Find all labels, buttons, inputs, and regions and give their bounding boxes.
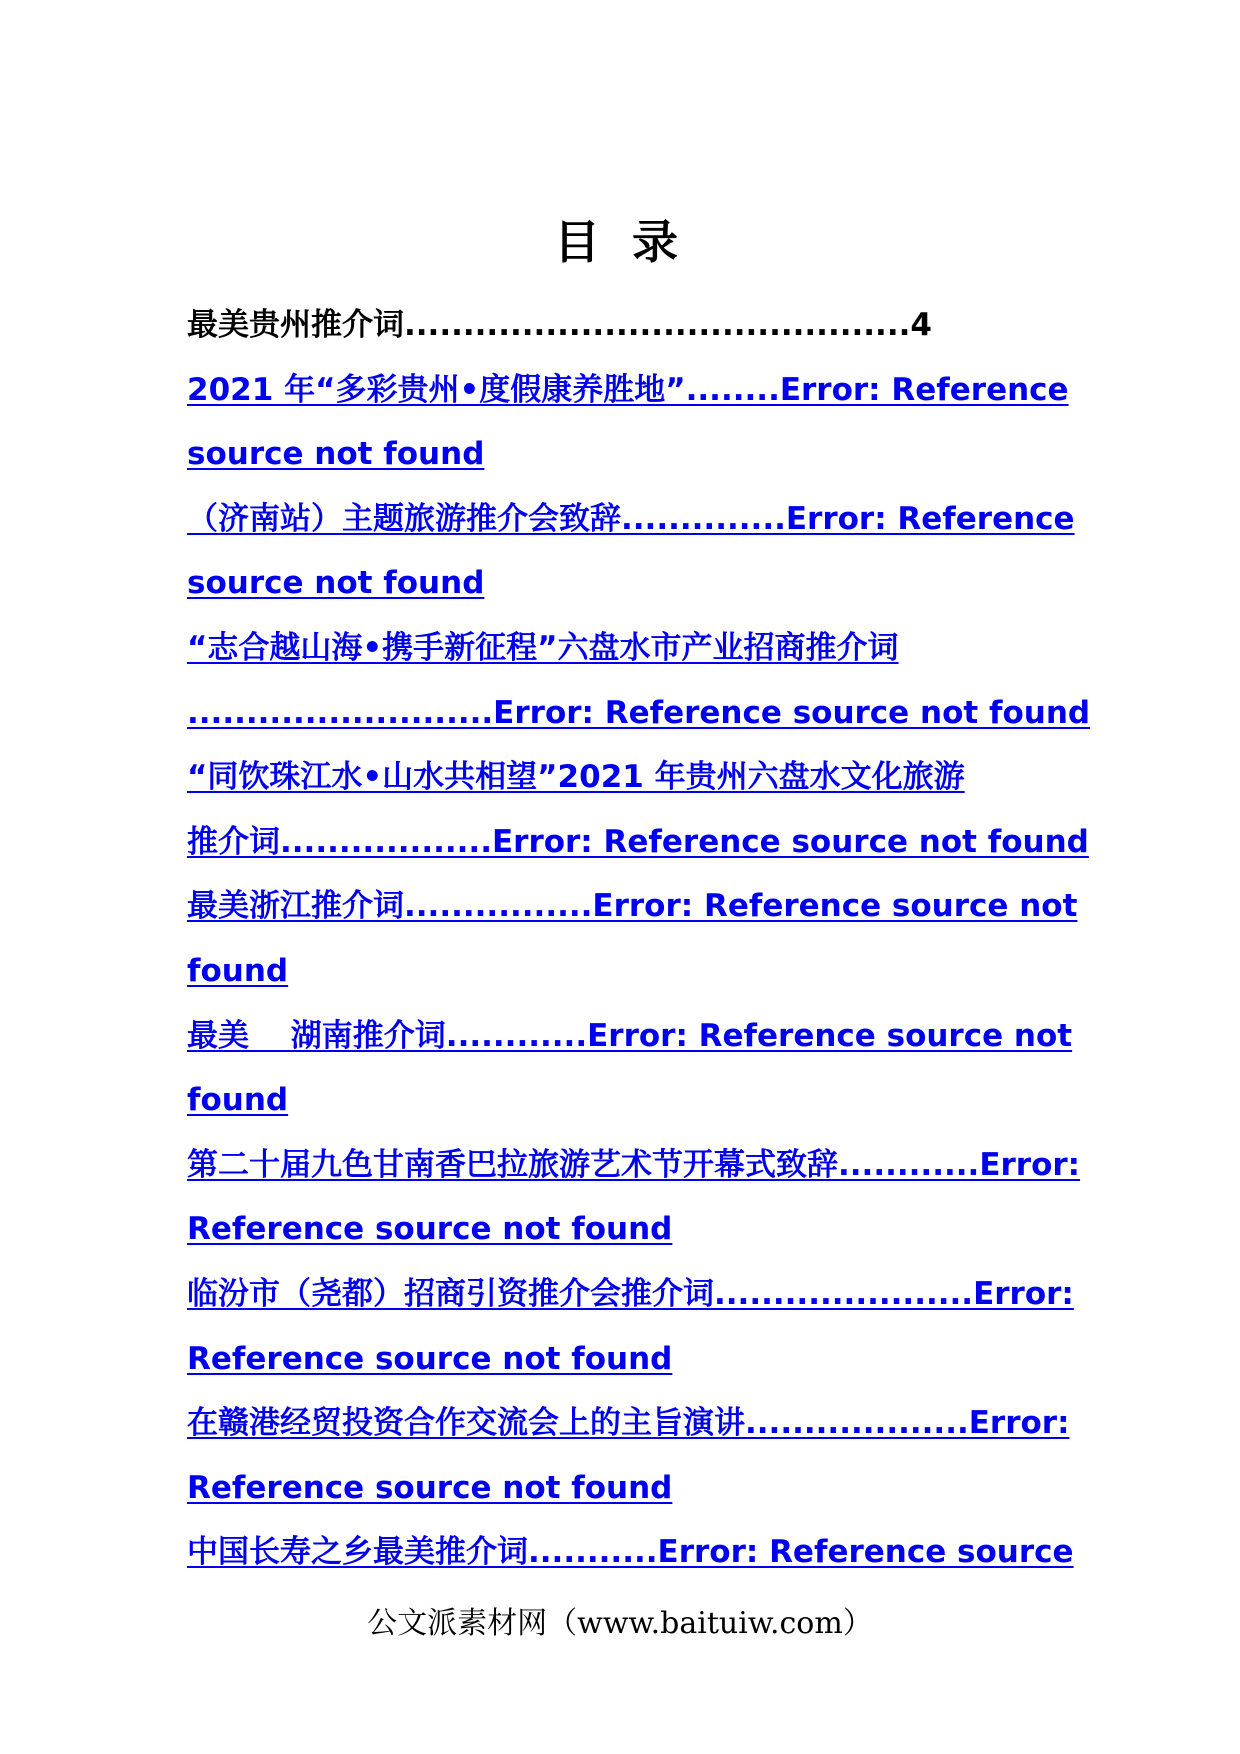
toc-link-text[interactable]: 第二十届九色甘南香巴拉旅游艺术节开幕式致辞............Error: (187, 1146, 1081, 1183)
toc-entry-line[interactable] (187, 1262, 1159, 1327)
toc-entry-line[interactable] (187, 1004, 1159, 1069)
toc-link-text[interactable]: Reference source not found (187, 1469, 673, 1506)
toc-link-text[interactable]: ..........................Error: Reference source not found (187, 694, 1091, 731)
page-footer: 公文派素材网（www.baituiw.com） (367, 1606, 873, 1641)
toc-link-text[interactable]: 最美浙江推介词................Error: Reference source not (187, 888, 1078, 925)
toc-entry-line[interactable] (187, 681, 1159, 746)
toc-entry-line[interactable] (187, 1456, 1159, 1521)
toc-link-text[interactable]: 中国长寿之乡最美推介词...........Error: Reference source (187, 1534, 1074, 1571)
toc-entry-line (187, 293, 1159, 358)
toc-entry-line[interactable] (187, 745, 1159, 810)
toc-entry-line[interactable] (187, 1133, 1159, 1198)
toc-entry-line[interactable] (187, 487, 1159, 552)
toc-entry-line[interactable] (187, 1520, 1159, 1585)
toc-entry-line[interactable] (187, 358, 1159, 423)
toc-entry-line[interactable] (187, 422, 1159, 487)
toc-link-text[interactable]: （济南站）主题旅游推介会致辞..............Error: Reference (187, 500, 1075, 537)
toc-link-text[interactable]: “同饮珠江水•山水共相望”2021 年贵州六盘水文化旅游 (187, 759, 965, 796)
toc-link-text[interactable]: Reference source not found (187, 1340, 673, 1377)
toc-link-text[interactable]: 最美 湖南推介词............Error: Reference source not (187, 1017, 1073, 1054)
toc-link-text[interactable]: “志合越山海•携手新征程”六盘水市产业招商推介词 (187, 629, 899, 666)
toc-link-text[interactable]: source not found (187, 565, 485, 602)
toc-entry-line[interactable] (187, 810, 1159, 875)
toc-entry-line[interactable] (187, 1197, 1159, 1262)
toc-link-text[interactable]: 2021 年“多彩贵州•度假康养胜地”........Error: Reference (187, 371, 1069, 408)
table-of-contents (187, 293, 1159, 1585)
toc-entry-line[interactable] (187, 616, 1159, 681)
toc-entry-line[interactable] (187, 1068, 1159, 1133)
toc-link-text[interactable]: found (187, 1082, 289, 1119)
toc-heading: 目 录 (553, 215, 686, 269)
toc-entry-line[interactable] (187, 874, 1159, 939)
toc-link-text[interactable]: source not found (187, 436, 485, 473)
toc-entry-line[interactable] (187, 1327, 1159, 1392)
toc-entry-line[interactable] (187, 1391, 1159, 1456)
toc-link-text[interactable]: found (187, 952, 289, 989)
toc-link-text[interactable]: 临汾市（尧都）招商引资推介会推介词......................Error: (187, 1275, 1074, 1312)
toc-link-text[interactable]: Reference source not found (187, 1211, 673, 1248)
toc-entry-text: 最美贵州推介词...........................................4 (187, 307, 932, 343)
toc-link-text[interactable]: 推介词..................Error: Reference source not found (187, 823, 1089, 860)
toc-entry-line[interactable] (187, 551, 1159, 616)
toc-link-text[interactable]: 在赣港经贸投资合作交流会上的主旨演讲...................Error: (187, 1405, 1070, 1442)
toc-entry-line[interactable] (187, 939, 1159, 1004)
